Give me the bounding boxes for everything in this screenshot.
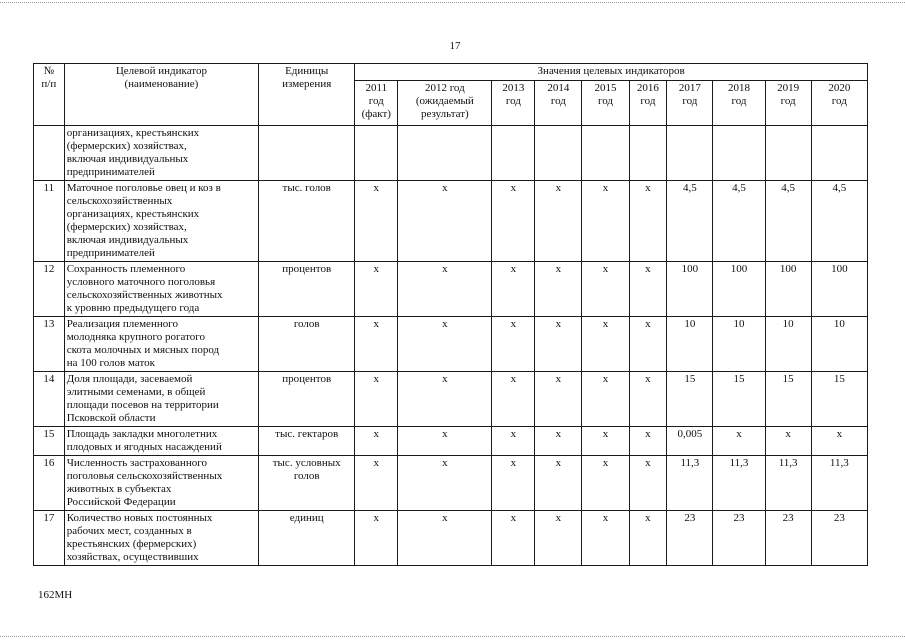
table-row [34, 372, 868, 427]
indicator-value: х [535, 181, 582, 262]
indicator-value: х [582, 427, 629, 456]
indicator-name: Количество новых постоянных рабочих мест, созданных в крестьянских (фермерских) хозяйствах, осуществивших [64, 511, 258, 566]
table-row [34, 317, 868, 372]
indicator-value: 15 [667, 372, 713, 427]
indicator-value: х [535, 456, 582, 511]
indicator-value: х [582, 456, 629, 511]
header-year: 2019 год [765, 81, 811, 126]
scan-edge-top [0, 2, 905, 3]
indicator-value: х [398, 427, 492, 456]
row-number: 15 [34, 427, 65, 456]
indicator-value [535, 126, 582, 181]
indicator-name: Доля площади, засеваемой элитными семенами, в общей площади посевов на территории Псковской области [64, 372, 258, 427]
indicator-value: 10 [667, 317, 713, 372]
indicator-value: 15 [811, 372, 867, 427]
indicator-value: х [398, 317, 492, 372]
page-number: 17 [449, 40, 461, 52]
header-year: 2011 год (факт) [355, 81, 398, 126]
indicator-value: 23 [811, 511, 867, 566]
indicator-unit: голов [259, 317, 355, 372]
indicator-unit: тыс. условных голов [259, 456, 355, 511]
indicator-value: х [629, 456, 667, 511]
header-year: 2020 год [811, 81, 867, 126]
row-number: 13 [34, 317, 65, 372]
indicator-value: х [629, 317, 667, 372]
indicator-value: х [398, 511, 492, 566]
indicator-value: 4,5 [765, 181, 811, 262]
indicator-value: 11,3 [811, 456, 867, 511]
indicator-value [355, 126, 398, 181]
indicator-name: Сохранность племенного условного маточного поголовья сельскохозяйственных животных к уровню предыдущего года [64, 262, 258, 317]
indicator-value: х [582, 511, 629, 566]
indicator-value: х [713, 427, 765, 456]
indicator-value: 23 [713, 511, 765, 566]
indicator-value: х [492, 317, 535, 372]
header-year: 2018 год [713, 81, 765, 126]
indicator-value: х [582, 181, 629, 262]
indicator-value: х [355, 456, 398, 511]
header-year: 2015 год [582, 81, 629, 126]
indicator-value: х [535, 511, 582, 566]
indicator-value [492, 126, 535, 181]
indicator-name: Маточное поголовье овец и коз в сельскохозяйственных организациях, крестьянских (фермерских) хозяйствах, включая индивидуальных предпринимателей [64, 181, 258, 262]
indicator-value: х [629, 372, 667, 427]
row-number: 14 [34, 372, 65, 427]
row-number: 16 [34, 456, 65, 511]
indicator-unit: процентов [259, 372, 355, 427]
indicator-value: х [355, 181, 398, 262]
document-code: 162МН [38, 589, 73, 601]
indicator-value: х [355, 511, 398, 566]
indicator-value: х [629, 511, 667, 566]
indicator-value: х [492, 427, 535, 456]
indicator-value [398, 126, 492, 181]
indicator-value: 11,3 [713, 456, 765, 511]
indicator-value: 4,5 [667, 181, 713, 262]
indicator-value: х [535, 427, 582, 456]
indicator-value [765, 126, 811, 181]
indicator-value: х [355, 317, 398, 372]
indicator-value: х [582, 317, 629, 372]
indicator-value [629, 126, 667, 181]
indicator-value: 11,3 [765, 456, 811, 511]
indicator-value: х [582, 262, 629, 317]
table-row [34, 511, 868, 566]
indicator-name: Реализация племенного молодняка крупного рогатого скота молочных и мясных пород на 100 голов маток [64, 317, 258, 372]
indicator-value: х [398, 262, 492, 317]
table-row [34, 427, 868, 456]
indicator-value [582, 126, 629, 181]
indicator-value: х [629, 427, 667, 456]
indicator-value: 0,005 [667, 427, 713, 456]
header-year: 2017 год [667, 81, 713, 126]
table-row [34, 181, 868, 262]
table-row [34, 456, 868, 511]
indicator-value: х [355, 262, 398, 317]
header-indicator: Целевой индикатор (наименование) [64, 64, 258, 126]
indicator-unit [259, 126, 355, 181]
indicator-value: х [492, 456, 535, 511]
indicator-value: х [582, 372, 629, 427]
indicator-value: 11,3 [667, 456, 713, 511]
indicator-unit: тыс. голов [259, 181, 355, 262]
scan-edge-bottom [0, 636, 905, 637]
indicator-value: х [629, 262, 667, 317]
header-unit: Единицы измерения [259, 64, 355, 126]
indicator-value: х [355, 372, 398, 427]
indicator-value: х [355, 427, 398, 456]
indicator-value: 10 [765, 317, 811, 372]
indicator-value: х [398, 372, 492, 427]
row-number: 11 [34, 181, 65, 262]
indicator-value: х [629, 181, 667, 262]
indicator-value: 10 [811, 317, 867, 372]
indicator-value: х [492, 262, 535, 317]
indicator-value: х [398, 181, 492, 262]
indicator-value: х [492, 181, 535, 262]
indicator-value: 100 [713, 262, 765, 317]
indicator-value: 15 [765, 372, 811, 427]
row-number: 12 [34, 262, 65, 317]
indicator-value: 100 [765, 262, 811, 317]
indicator-value: 23 [765, 511, 811, 566]
indicator-value: х [765, 427, 811, 456]
indicator-value [811, 126, 867, 181]
indicator-name: Площадь закладки многолетних плодовых и ягодных насаждений [64, 427, 258, 456]
header-year: 2012 год (ожидаемый результат) [398, 81, 492, 126]
indicator-value: х [811, 427, 867, 456]
target-indicators-table [33, 63, 868, 566]
header-year: 2016 год [629, 81, 667, 126]
indicator-unit: единиц [259, 511, 355, 566]
indicator-name: организациях, крестьянских (фермерских) хозяйствах, включая индивидуальных предпринимателей [64, 126, 258, 181]
indicator-value: 4,5 [811, 181, 867, 262]
header-year: 2014 год [535, 81, 582, 126]
table-row [34, 262, 868, 317]
indicator-value: 15 [713, 372, 765, 427]
header-values-group: Значения целевых индикаторов [355, 64, 868, 81]
indicator-value: 10 [713, 317, 765, 372]
indicator-value [713, 126, 765, 181]
indicator-name: Численность застрахованного поголовья сельскохозяйственных животных в субъектах Российской Федерации [64, 456, 258, 511]
indicator-value: 4,5 [713, 181, 765, 262]
indicator-value: 100 [667, 262, 713, 317]
indicator-value [667, 126, 713, 181]
indicator-value: х [492, 511, 535, 566]
indicator-value: х [535, 372, 582, 427]
indicator-value: 23 [667, 511, 713, 566]
indicator-value: 100 [811, 262, 867, 317]
row-number: 17 [34, 511, 65, 566]
header-year: 2013 год [492, 81, 535, 126]
indicator-value: х [398, 456, 492, 511]
row-number [34, 126, 65, 181]
indicator-unit: процентов [259, 262, 355, 317]
header-num: № п/п [34, 64, 65, 126]
indicator-unit: тыс. гектаров [259, 427, 355, 456]
indicator-value: х [492, 372, 535, 427]
indicator-value: х [535, 262, 582, 317]
table-row [34, 126, 868, 181]
indicator-value: х [535, 317, 582, 372]
